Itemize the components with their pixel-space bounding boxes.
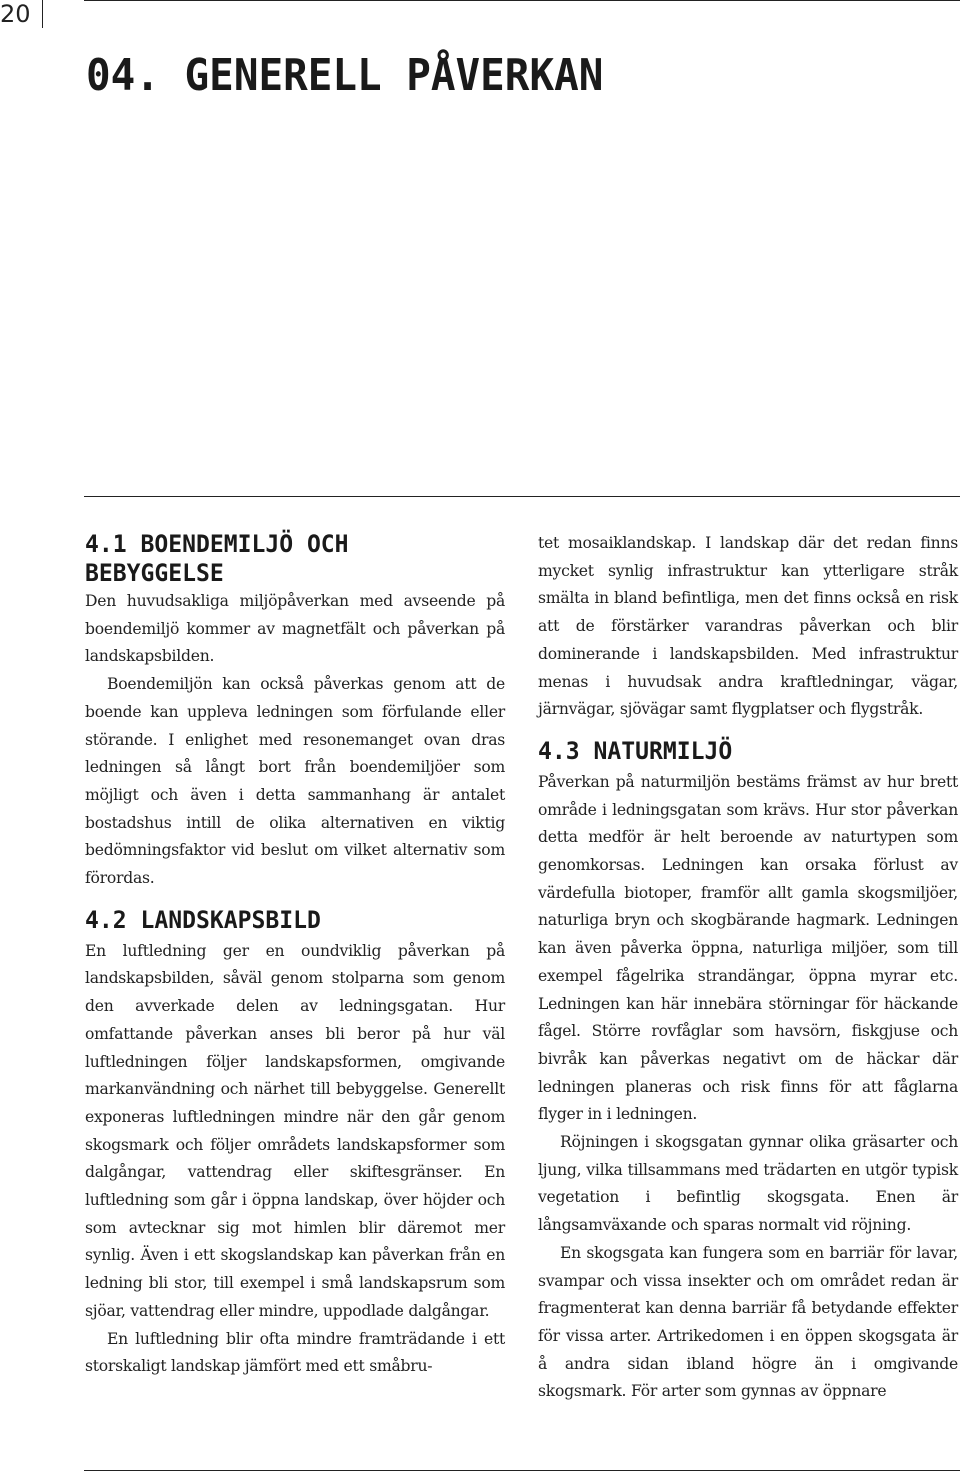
section-41-heading: 4.1 BOENDEMILJÖ OCH BEBYGGELSE: [85, 530, 349, 587]
page-number-divider: [42, 0, 43, 28]
chapter-title: 04. GENERELL PÅVERKAN: [86, 50, 604, 101]
section-42-paragraph-2: En luftledning blir ofta mindre framträdande i ett storskaligt landskap jämfört med ett småbru-: [85, 1329, 505, 1376]
top-rule: [84, 0, 960, 1]
section-43-heading: 4.3 NATURMILJÖ: [538, 736, 733, 765]
section-42-paragraph-1: En luftledning ger en oundviklig påverkan på landskapsbilden, såväl genom stolparna som genom den avverkade delen av ledningsgatan. Hur omfattande påverkan anses bli beror på hur väl luftledningen följer landskapsformen, omgivande markanvändning och närhet till bebyggelse. Generellt exponeras luftledningen mindre när den går genom skogsmark och följer områdets landskapsformer som dalgångar, vattendrag eller skiftesgränser. En luftledning som går i öppna landskap, över höjder och som avtecknar sig mot himlen blir däremot mer synlig. Även i ett skogslandskap kan påverkan från en ledning bli stor, till exempel i små landskapsrum som sjöar, vattendrag eller mindre, uppodlade dalgångar.: [85, 941, 505, 1320]
section-42-paragraph-2-continued: tet mosaiklandskap. I landskap där det redan finns mycket synlig infrastruktur kan ytterligare stråk smälta in bland befintliga, men det finns också en risk att de förstärker varandras påverkan och blir dominerande i landskapsbilden. Med infrastruktur menas i huvudsak andra kraftledningar, vägar, järnvägar, sjövägar samt flygplatser och flygstråk.: [538, 534, 958, 719]
right-column: [538, 530, 958, 1406]
section-43-paragraph-2: Röjningen i skogsgatan gynnar olika gräsarter och ljung, vilka tillsammans med trädarten en utgör typisk vegetation i befintlig skogsgata. Enen är långsamväxande och sparas normalt vid röjning.: [538, 1133, 958, 1235]
section-41-paragraph-1: Den huvudsakliga miljöpåverkan med avseende på boendemiljö kommer av magnetfält och påverkan på landskapsbilden.: [85, 592, 505, 666]
section-42-heading: 4.2 LANDSKAPSBILD: [85, 905, 321, 934]
section-divider: [84, 496, 960, 497]
section-41-paragraph-2: Boendemiljön kan också påverkas genom att de boende kan uppleva ledningen som förfulande eller störande. I enlighet med resonemanget ovan dras ledningen så långt bort från boendemiljöer som möjligt och även i detta sammanhang är antalet bostadshus intill de olika alternativen en viktig bedömningsfaktor vid beslut om vilket alternativ som förordas.: [85, 675, 505, 888]
page-number: 20: [0, 0, 31, 28]
section-43-paragraph-3: En skogsgata kan fungera som en barriär för lavar, svampar och vissa insekter och om området redan är fragmenterat kan denna barriär få betydande effekter för vissa arter. Artrikedomen i en öppen skogsgata är å andra sidan ibland högre än i omgivande skogsmark. För arter som gynnas av öppnare: [538, 1243, 958, 1401]
bottom-rule: [84, 1470, 960, 1471]
left-column: [85, 530, 505, 1381]
section-43-paragraph-1: Påverkan på naturmiljön bestäms främst av hur brett område i ledningsgatan som krävs. Hur stor påverkan detta medför är helt beroende av naturtypen som genomkorsas. Ledningen kan orsaka förlust av värdefulla biotoper, framför allt gamla skogsmiljöer, naturliga bryn och skogbärande hagmark. Ledningen kan även påverka öppna, naturliga miljöer, som till exempel fågelrika strandängar, öppna myrar etc. Ledningen kan här innebära störningar för häckande fågel. Större rovfåglar som havsörn, fiskgjuse och bivråk kan påverkas negativt om de häckar där ledningen planeras och risk finns för att fåglarna flyger in i ledningen.: [538, 772, 958, 1124]
